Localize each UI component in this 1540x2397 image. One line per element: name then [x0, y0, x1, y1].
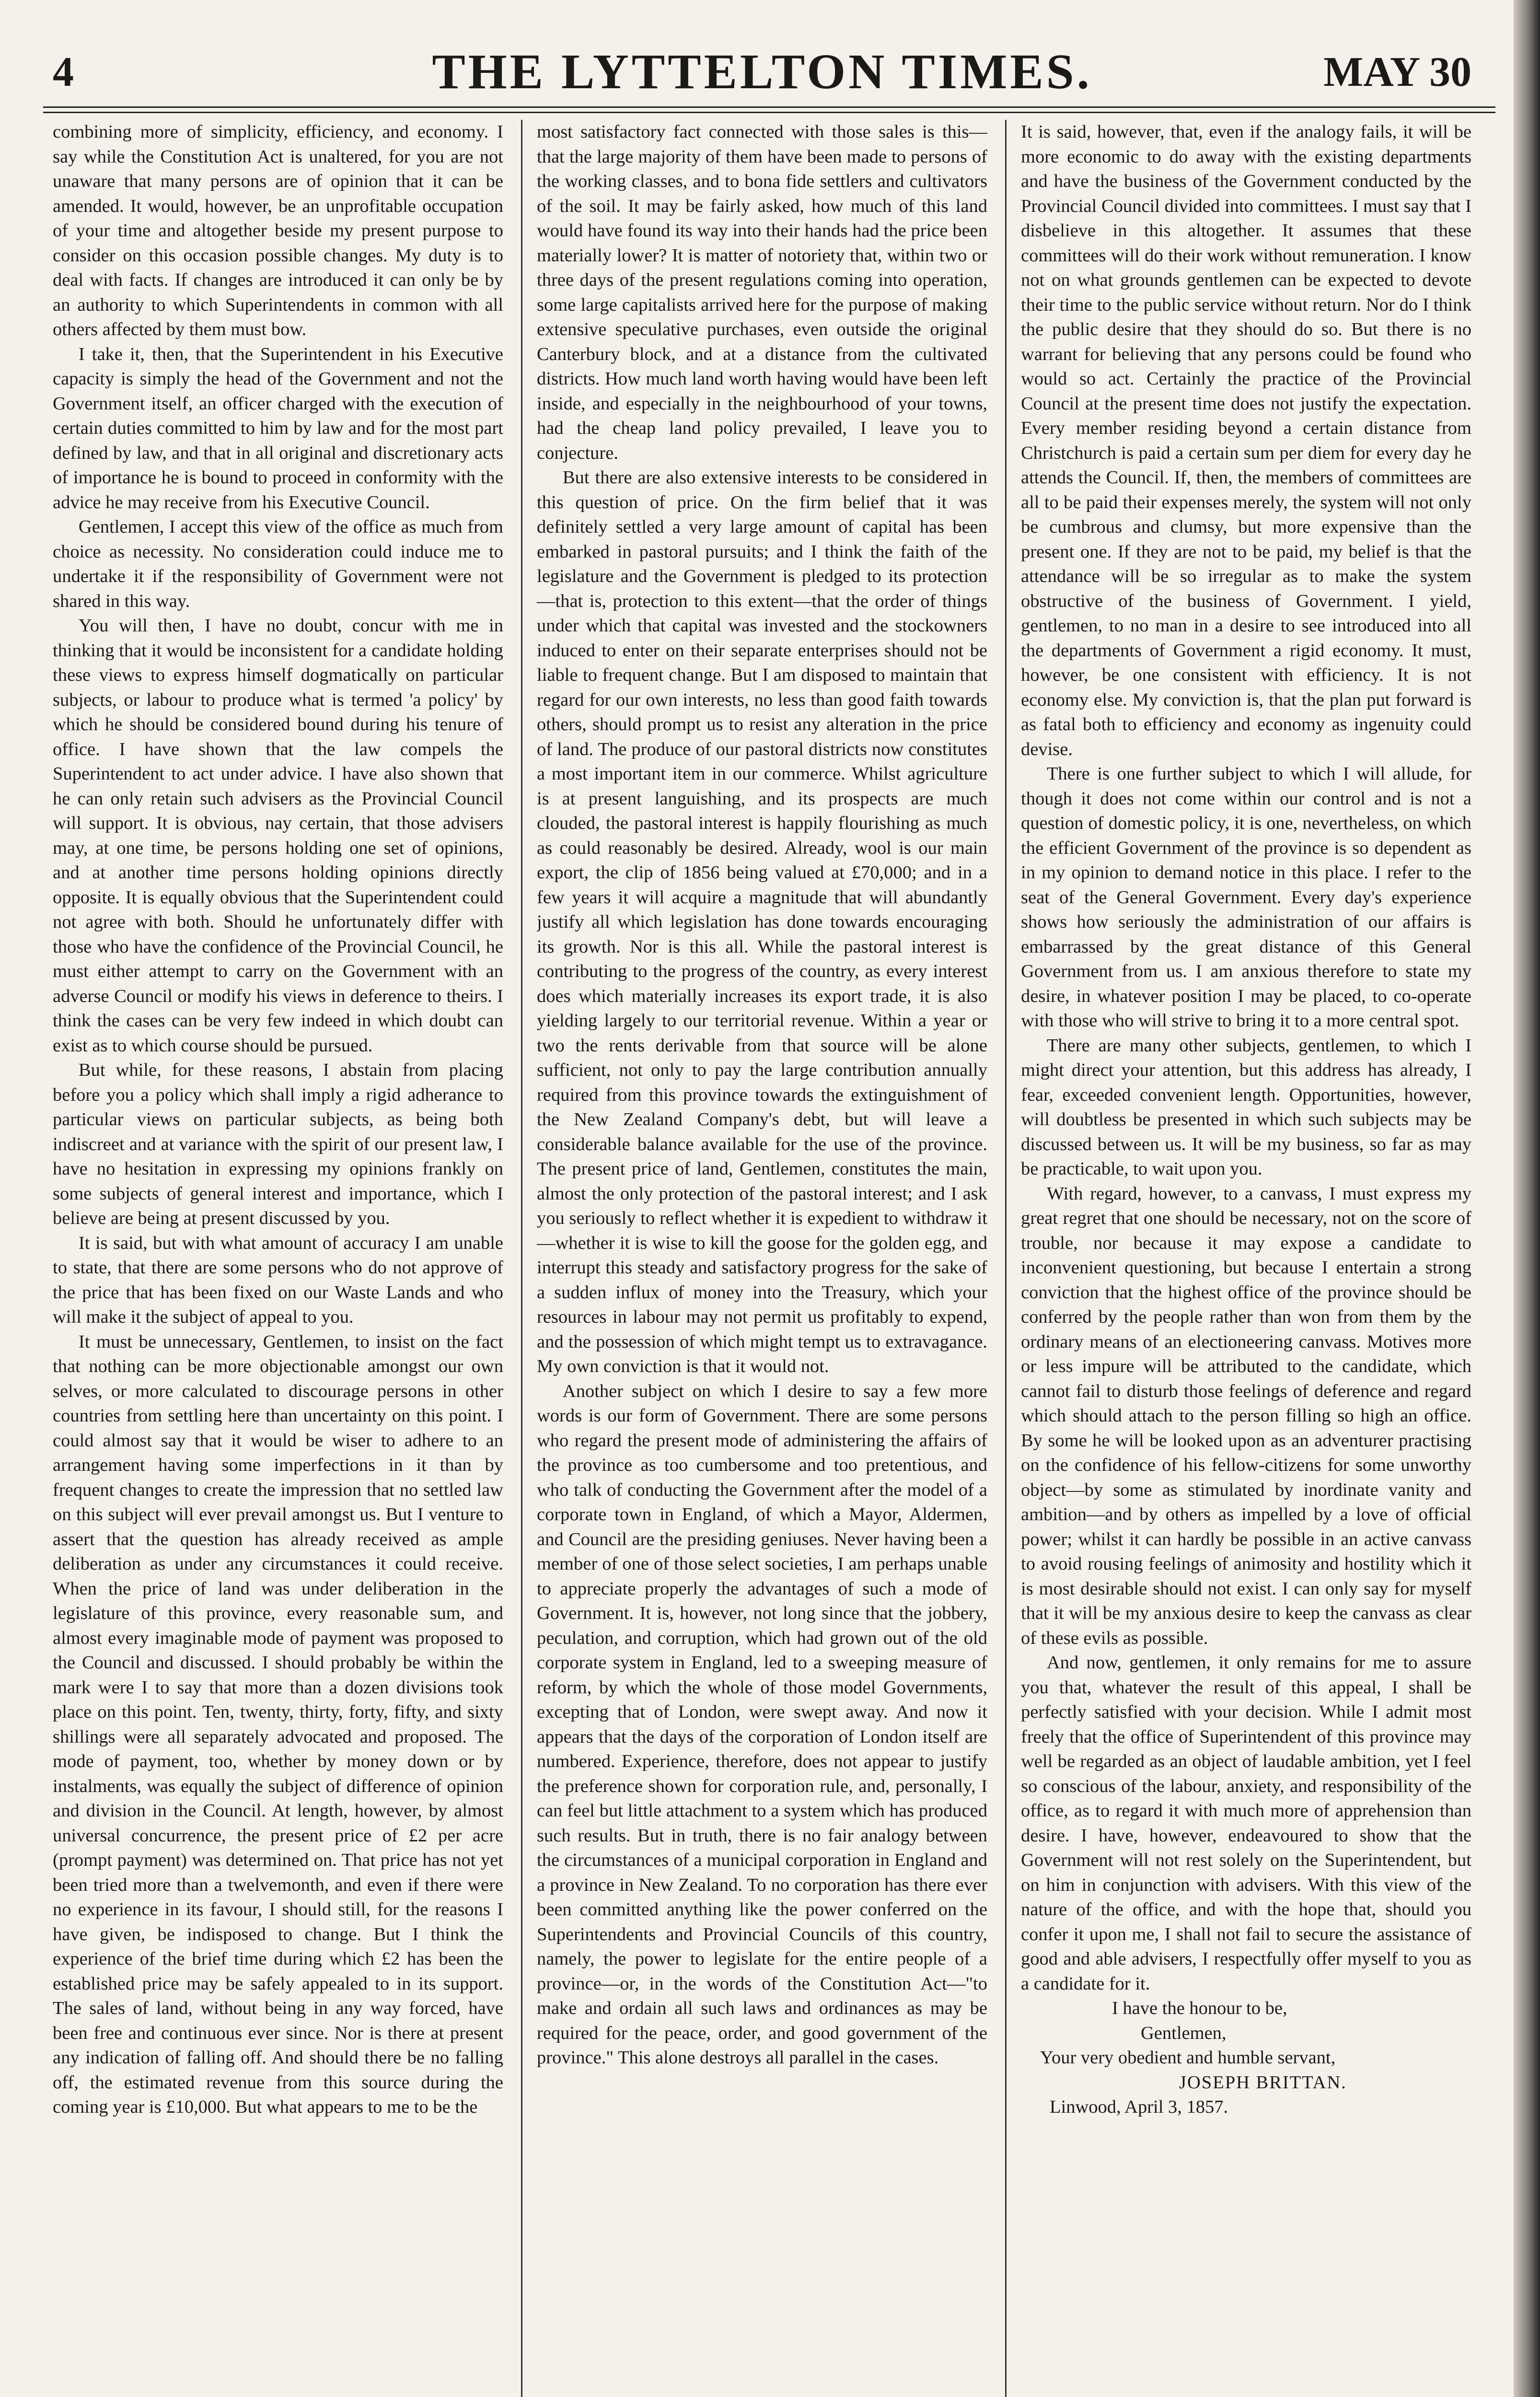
- paragraph: With regard, however, to a canvass, I must express my great regret that one should be necessary, not on the score of trouble, nor because it may expose a candidate to inconvenient questioning, but because I entertain a strong conviction that the highest office of the province should be conferred by the people rather than won from them by the ordinary means of an electioneering canvass. Motives more or less impure will be attributed to the candidate, which cannot fail to disturb those feelings of deference and regard which should attach to the person filling so high an office. By some he will be looked upon as an adventurer practising on the confidence of his fellow-citizens for some unworthy object—by some as stimulated by inordinate vanity and ambition—and by others as impelled by a love of official power; whilst it can hardly be possible in an active canvass to avoid rousing feelings of animosity and hostility which it is most desirable should not exist. I can only say for myself that it will be my anxious desire to keep the canvass as clear of these evils as possible.: [1021, 1183, 1471, 1648]
- paragraph: Gentlemen, I accept this view of the office as much from choice as necessity. No consideration could induce me to undertake it if the responsibility of Government were not shared in this way.: [53, 517, 503, 611]
- page-header: [43, 38, 1481, 101]
- paragraph: It is said, however, that, even if the analogy fails, it will be more economic to do away with the existing departments and have the business of the Government conducted by the Provincial Council divided into committees. I must say that I disbelieve in this altogether. It assumes that these committees will do their work without remuneration. I know not on what grounds gentlemen can be expected to devote their time to the public service without return. Nor do I think the public desire that they should do so. But there is no warrant for believing that any persons could be found who would so act. Certainly the practice of the Provincial Council at the present time does not justify the expectation. Every member residing beyond a certain distance from Christchurch is paid a certain sum per diem for every day he attends the Council. If, then, the members of committees are all to be paid their expenses merely, the system will not only be cumbrous and clumsy, but more expensive than the present one. If they are not to be paid, my belief is that the attendance will be so irregular as to make the system obstructive of the business of Government. I yield, gentlemen, to no man in a desire to see introduced into all the departments of Government a rigid economy. It must, however, be one consistent with efficiency. It is not economy else. My conviction is, that the plan put forward is as fatal both to efficiency and economy as ingenuity could devise.: [1021, 122, 1471, 759]
- page-spine-shadow: [1514, 0, 1540, 2397]
- column-divider: [521, 120, 522, 2397]
- paragraph: It is said, but with what amount of accuracy I am unable to state, that there are some persons who do not approve of the price that has been fixed on our Waste Lands and who will make it the subject of appeal to you.: [53, 1233, 503, 1327]
- paragraph: But while, for these reasons, I abstain from placing before you a policy which shall imply a rigid adherance to particular views on particular subjects, as being both indiscreet and at variance with the spirit of our present law, I have no hesitation in expressing my opinions frankly on some subjects of general interest and importance, which I believe are being at present discussed by you.: [53, 1060, 503, 1228]
- paragraph: I take it, then, that the Superintendent in his Executive capacity is simply the head of the Government and not the Government itself, an officer charged with the execution of certain duties committed to him by law and for the most part defined by law, and that in all original and discretionary acts of importance he is bound to proceed in conformity with the advice he may receive from his Executive Council.: [53, 344, 503, 512]
- letter-closing: [1021, 1996, 1471, 2120]
- issue-date: MAY 30: [1323, 49, 1471, 95]
- paragraph: There are many other subjects, gentlemen, to which I might direct your attention, but this address has already, I fear, exceeded convenient length. Opportunities, however, will doubtless be presented in which such subjects may be discussed between us. It will be my business, so far as may be practicable, to wait upon you.: [1021, 1035, 1471, 1179]
- paragraph: But there are also extensive interests to be considered in this question of price. On the firm belief that it was definitely settled a very large amount of capital has been embarked in pastoral pursuits; and I think the faith of the legislature and the Government is pledged to its protection—that is, protection to this extent—that the order of things under which that capital was invested and the stockowners induced to enter on their separate enterprises should not be liable to frequent change. But I am disposed to maintain that regard for our own interests, no less than good faith towards others, should prompt us to resist any alteration in the price of land. The produce of our pastoral districts now constitutes a most important item in our commerce. Whilst agriculture is at present languishing, and its prospects are much clouded, the pastoral interest is happily flourishing as much as could reasonably be desired. Already, wool is our main export, the clip of 1856 being valued at £70,000; and in a few years it will acquire a magnitude that will abundantly justify all which legislation has done towards encouraging its growth. Nor is this all. While the pastoral interest is contributing to the progress of the country, as every interest does which materially increases its export trade, it is also yielding largely to our territorial revenue. Within a year or two the rents derivable from that source will be alone sufficient, not only to pay the large contribution annually required from this province towards the extinguishment of the New Zealand Company's debt, but will leave a considerable balance available for the use of the province. The present price of land, Gentlemen, constitutes the main, almost the only protection of the pastoral interest; and I ask you seriously to reflect whether it is expedient to withdraw it—whether it is wise to kill the goose for the golden egg, and interrupt this steady and satisfactory progress for the sake of a sudden influx of money into the Treasury, which your resources in labour may not permit us profitably to expend, and the possession of which might tempt us to extravagance. My own conviction is that it would not.: [537, 467, 987, 1376]
- paragraph: combining more of simplicity, efficiency, and economy. I say while the Constitution Act is unaltered, for you are not unaware that many persons are of opinion that it can be amended. It would, however, be an unprofitable occupation of your time and altogether beside my present purpose to consider on this occasion possible changes. My duty is to deal with facts. If changes are introduced it can only be by an authority to which Superintendents in common with all others affected by them must bow.: [53, 122, 503, 339]
- closing-line: I have the honour to be,: [1112, 1998, 1287, 2018]
- header-rule: [43, 106, 1495, 113]
- paragraph: And now, gentlemen, it only remains for me to assure you that, whatever the result of this appeal, I shall be perfectly satisfied with your decision. While I admit most freely that the office of Superintendent of this province may well be regarded as an object of laudable ambition, yet I feel so conscious of the labour, anxiety, and responsibility of the office, as to regard it with much more of apprehension than desire. I have, however, endeavoured to show that the Government will not rest solely on the Superintendent, but on him in conjunction with advisers. With this view of the nature of the office, and with the hope that, should you confer it upon me, I shall not fail to secure the assistance of good and able advisers, I respectfully offer myself to you as a candidate for it.: [1021, 1652, 1471, 1994]
- paragraph: There is one further subject to which I will allude, for though it does not come within our control and is not a question of domestic policy, it is one, nevertheless, on which the efficient Government of the province is so dependent as in my opinion to demand notice in this place. I refer to the seat of the General Government. Every day's experience shows how seriously the administration of our affairs is embarrassed by the great distance of this General Government from us. I am anxious therefore to state my desire, in whatever position I may be placed, to co-operate with those who will strive to bring it to a more central spot.: [1021, 764, 1471, 1031]
- column-2: [537, 120, 987, 2397]
- paragraph: Another subject on which I desire to say a few more words is our form of Government. There are some persons who regard the present mode of administering the affairs of the province as too cumbersome and too pretentious, and who talk of conducting the Government after the model of a corporate town in England, of which a Mayor, Aldermen, and Council are the presiding geniuses. Never having been a member of one of those select societies, I am perhaps unable to appreciate properly the advantages of such a mode of Government. It is, however, not long since that the jobbery, peculation, and corruption, which had grown out of the old corporate system in England, led to a sweeping measure of reform, by which the whole of those model Governments, excepting that of London, were swept away. And now it appears that the days of the corporation of London itself are numbered. Experience, therefore, does not appear to justify the preference shown for corporation rule, and, personally, I can feel but little attachment to a system which has produced such results. But in truth, there is no fair analogy between the circumstances of a municipal corporation in England and a province in New Zealand. To no corporation has there ever been committed anything like the power conferred on the Superintendents and Provincial Councils of this country, namely, the power to legislate for the entire people of a province—or, in the words of the Constitution Act—"to make and ordain all such laws and ordinances as may be required for the peace, order, and good government of the province." This alone destroys all parallel in the cases.: [537, 1381, 987, 2068]
- page-number: 4: [53, 49, 74, 95]
- column-1: [53, 120, 503, 2397]
- paragraph: It must be unnecessary, Gentlemen, to insist on the fact that nothing can be more objectionable amongst our own selves, or more calculated to discourage persons in other countries from settling here than uncertainty on this point. I could almost say that it would be wiser to adhere to an arrangement having some imperfections in it than by frequent changes to create the impression that no settled law on this subject will ever prevail amongst us. But I venture to assert that the question has already received as ample deliberation as under any circumstances it could receive. When the price of land was under deliberation in the legislature of this province, every reasonable sum, and almost every imaginable mode of payment was proposed to the Council and discussed. I should probably be within the mark were I to say that more than a dozen divisions took place on this point. Ten, twenty, thirty, forty, fifty, and sixty shillings were all separately advocated and proposed. The mode of payment, too, whether by money down or by instalments, was equally the subject of difference of opinion and division in the Council. At length, however, by almost universal concurrence, the present price of £2 per acre (prompt payment) was determined on. That price has not yet been tried more than a twelvemonth, and even if there were no experience in its favour, I should still, for the reasons I have given, be indisposed to change. But I think the experience of the brief time during which £2 has been the established price may be safely appealed to in its support. The sales of land, without being in any way forced, have been free and continuous ever since. Nor is there at present any indication of falling off. And should there be no falling off, the estimated revenue from this source during the coming year is £10,000. But what appears to me to be the: [53, 1331, 503, 2117]
- paragraph: most satisfactory fact connected with those sales is this—that the large majority of them have been made to persons of the working classes, and to bona fide settlers and cultivators of the soil. It may be fairly asked, how much of this land would have found its way into their hands had the price been materially lower? It is matter of notoriety that, within two or three days of the present regulations coming into operation, some large capitalists arrived here for the purpose of making extensive speculative purchases, even outside the original Canterbury block, and at a distance from the cultivated districts. How much land worth having would have been left inside, and especially in the neighbourhood of your towns, had the cheap land policy prevailed, I leave you to conjecture.: [537, 122, 987, 463]
- column-divider: [1005, 120, 1007, 2397]
- column-3: [1021, 120, 1471, 2397]
- paragraph: You will then, I have no doubt, concur with me in thinking that it would be inconsistent for a candidate holding these views to express himself dogmatically on particular subjects, or labour to produce what is termed 'a policy' by which he should be considered bound during his tenure of office. I have shown that the law compels the Superintendent to act under advice. I have also shown that he can only retain such advisers as the Provincial Council will support. It is obvious, nay certain, that those advisers may, at one time, be persons holding one set of opinions, and at another time persons holding opinions directly opposite. It is equally obvious that the Superintendent could not agree with both. Should he unfortunately differ with those who have the confidence of the Provincial Council, he must either attempt to carry on the Government with an adverse Council or modify his views in deference to theirs. I think the cases can be very few indeed in which doubt can exist as to which course should be pursued.: [53, 616, 503, 1056]
- masthead: THE LYTTELTON TIMES.: [432, 44, 1092, 99]
- closing-salutation: Gentlemen,: [1141, 2023, 1227, 2043]
- place-date: Linwood, April 3, 1857.: [1050, 2097, 1228, 2117]
- signature: JOSEPH BRITTAN.: [1179, 2072, 1347, 2093]
- closing-line: Your very obedient and humble servant,: [1040, 2048, 1336, 2068]
